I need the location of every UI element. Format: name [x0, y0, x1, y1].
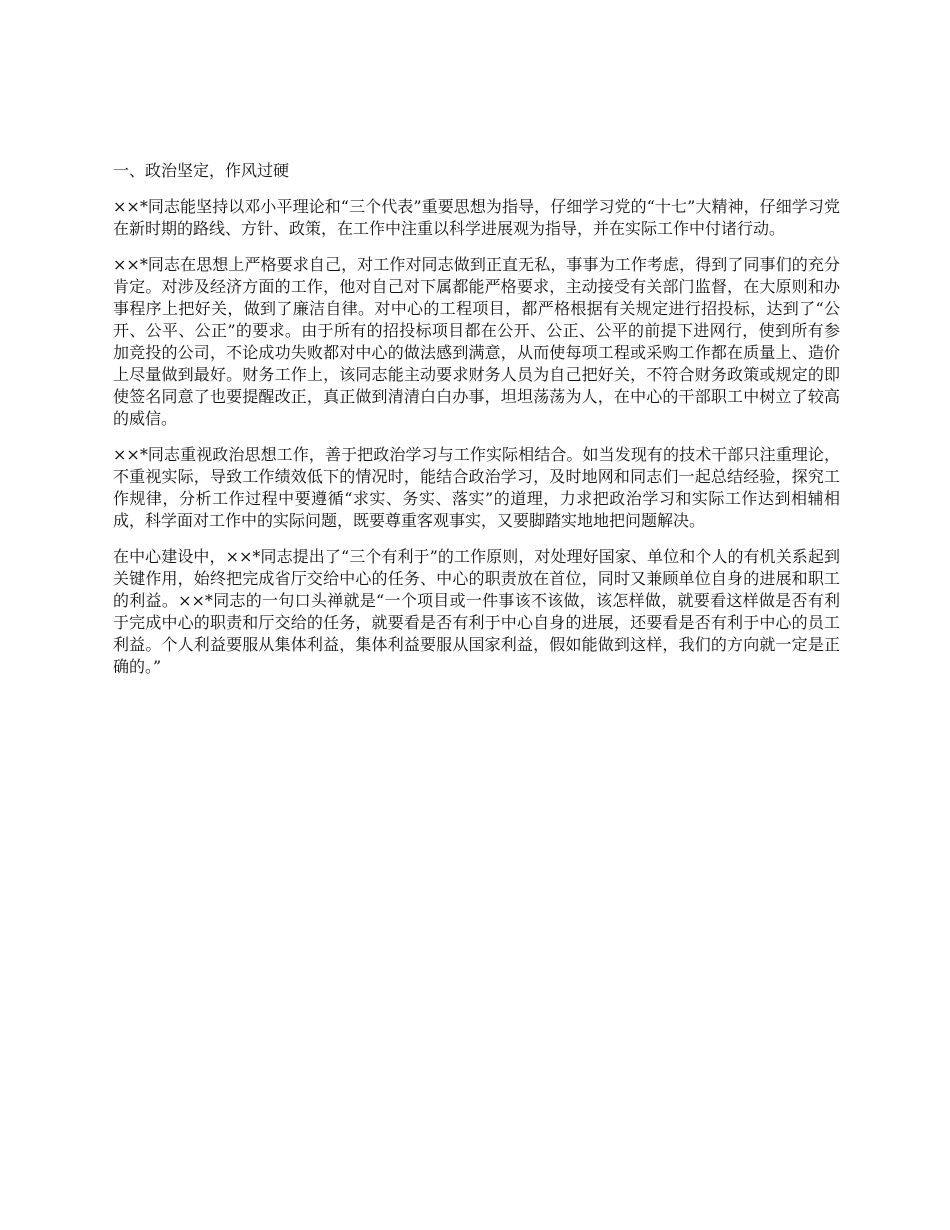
document-page — [113, 160, 840, 692]
paragraph-3: ××*同志重视政治思想工作，善于把政治学习与工作实际相结合。如当发现有的技术干部只注重理论，不重视实际，导致工作绩效低下的情况时，能结合政治学习，及时地网和同志们一起总结经验，探究工作规律，分析工作过程中要遵循“求实、务实、落实”的道理，力求把政治学习和实际工作达到相辅相成，科学面对工作中的实际问题，既要尊重客观事实，又要脚踏实地地把问题解决。 — [113, 445, 840, 530]
paragraph-4: 在中心建设中，××*同志提出了“三个有利于”的工作原则，对处理好国家、单位和个人的有机关系起到关键作用，始终把完成省厅交给中心的任务、中心的职责放在首位，同时又兼顾单位自身的进展和职工的利益。××*同志的一句口头禅就是“一个项目或一件事该不该做，该怎样做，就要看这样做是否有利于完成中心的职责和厅交给的任务，就要看是否有利于中心自身的进展，还要看是否有利于中心的员工利益。个人利益要服从集体利益，集体利益要服从国家利益，假如能做到这样，我们的方向就一定是正确的。” — [113, 547, 840, 676]
paragraph-1: ××*同志能坚持以邓小平理论和“三个代表”重要思想为指导，仔细学习党的“十七”大精神，仔细学习党在新时期的路线、方针、政策，在工作中注重以科学进展观为指导，并在实际工作中付诸行动。 — [113, 197, 840, 238]
paragraph-2: ××*同志在思想上严格要求自己，对工作对同志做到正直无私，事事为工作考虑，得到了同事们的充分肯定。对涉及经济方面的工作，他对自己对下属都能严格要求，主动接受有关部门监督，在大原则和办事程序上把好关，做到了廉洁自律。对中心的工程项目，都严格根据有关规定进行招投标，达到了“公开、公平、公正”的要求。由于所有的招投标项目都在公开、公正、公平的前提下进网行，使到所有参加竞投的公司，不论成功失败都对中心的做法感到满意，从而使每项工程或采购工作都在质量上、造价上尽量做到最好。财务工作上，该同志能主动要求财务人员为自己把好关，不符合财务政策或规定的即使签名同意了也要提醒改正，真正做到清清白白办事，坦坦荡荡为人，在中心的干部职工中树立了较高的威信。 — [113, 255, 840, 428]
section-heading: 一、政治坚定，作风过硬 — [113, 161, 290, 180]
